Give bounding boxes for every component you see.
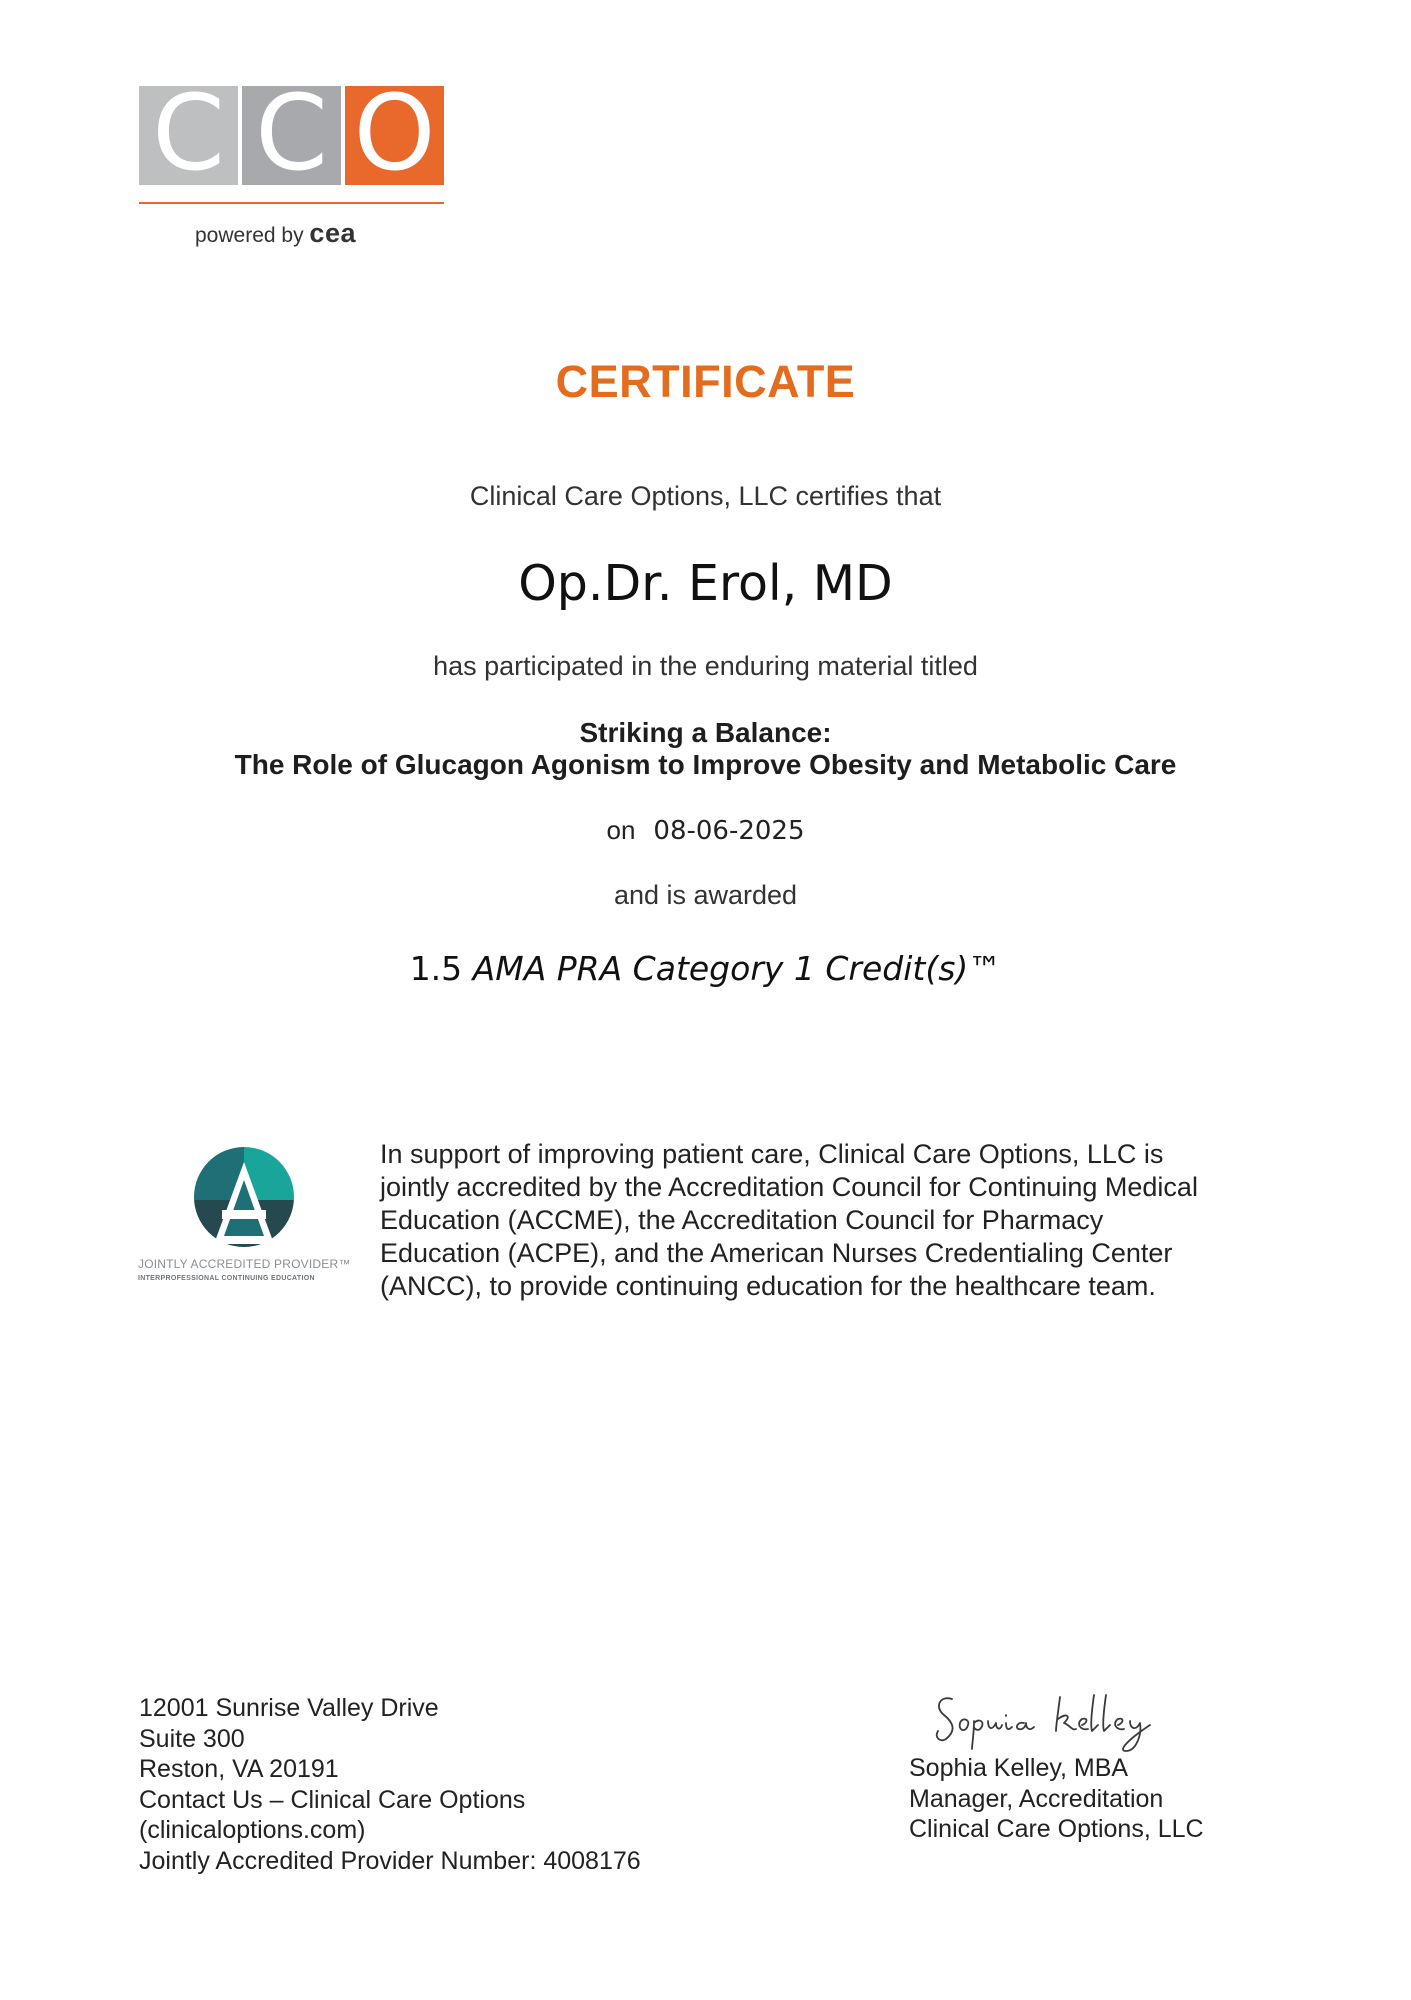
awarded-text: and is awarded bbox=[613, 880, 798, 910]
credit-amount: 1.5 bbox=[409, 949, 463, 988]
accreditation-line: jointly accredited by the Accreditation Council for Continuing Medical bbox=[380, 1172, 1198, 1202]
address-line: Suite 300 bbox=[139, 1724, 245, 1753]
logo-tagline-text: powered by bbox=[195, 224, 304, 247]
logo-letter-o-text: O bbox=[353, 71, 436, 194]
accreditation-line: In support of improving patient care, Clinical Care Options, LLC is bbox=[380, 1139, 1164, 1169]
credit-name: AMA PRA Category 1 Credit(s) bbox=[472, 949, 969, 988]
logo-letter-c2-text: C bbox=[255, 71, 328, 194]
provider-address bbox=[139, 1693, 641, 1876]
jointly-accredited-provider-logo bbox=[134, 1140, 360, 1290]
logo-letter-c1-text: C bbox=[152, 71, 225, 194]
credit-trademark: ™ bbox=[968, 949, 1002, 988]
address-line: (clinicaloptions.com) bbox=[139, 1816, 366, 1844]
handwritten-signature bbox=[930, 1685, 1170, 1755]
logo-underline bbox=[139, 202, 444, 204]
address-line: Contact Us – Clinical Care Options bbox=[139, 1785, 526, 1814]
jap-logo-name: JOINTLY ACCREDITED PROVIDER™ bbox=[138, 1257, 351, 1271]
signatory-block bbox=[909, 1753, 1204, 1845]
certificate-title: CERTIFICATE bbox=[555, 356, 856, 407]
logo-letter-c2 bbox=[242, 71, 341, 194]
logo-letter-o bbox=[345, 71, 444, 194]
cco-logo bbox=[139, 71, 444, 248]
address-line: Reston, VA 20191 bbox=[139, 1755, 339, 1783]
signatory-title: Manager, Accreditation bbox=[909, 1784, 1164, 1813]
completion-date-line bbox=[0, 815, 1411, 846]
signatory-organization: Clinical Care Options, LLC bbox=[909, 1815, 1204, 1843]
recipient-name: Op.Dr. Erol, MD bbox=[518, 555, 893, 612]
logo-brand: cea bbox=[309, 218, 356, 248]
completion-date: 08-06-2025 bbox=[653, 816, 805, 846]
logo-tagline bbox=[195, 218, 356, 249]
participated-text: has participated in the enduring material titled bbox=[433, 651, 978, 681]
credit-award bbox=[0, 949, 1411, 988]
accreditation-line: Education (ACCME), the Accreditation Council for Pharmacy bbox=[380, 1205, 1104, 1235]
accreditation-line: Education (ACPE), and the American Nurses Credentialing Center bbox=[380, 1238, 1173, 1268]
jap-logo-subtitle: INTERPROFESSIONAL CONTINUING EDUCATION bbox=[138, 1275, 315, 1282]
course-title-line-2: The Role of Glucagon Agonism to Improve Obesity and Metabolic Care bbox=[234, 749, 1177, 780]
signatory-name: Sophia Kelley, MBA bbox=[909, 1754, 1129, 1782]
jap-emblem-icon bbox=[134, 1140, 360, 1255]
course-title-line-1: Striking a Balance: bbox=[579, 717, 832, 748]
accreditation-statement bbox=[380, 1138, 1260, 1303]
certifies-text: Clinical Care Options, LLC certifies that bbox=[469, 481, 942, 511]
address-line: 12001 Sunrise Valley Drive bbox=[139, 1694, 439, 1722]
on-label: on bbox=[606, 815, 636, 845]
accreditation-line: (ANCC), to provide continuing education for the healthcare team. bbox=[380, 1271, 1156, 1301]
address-line: Jointly Accredited Provider Number: 4008176 bbox=[139, 1846, 641, 1875]
logo-letter-c1 bbox=[139, 71, 238, 194]
